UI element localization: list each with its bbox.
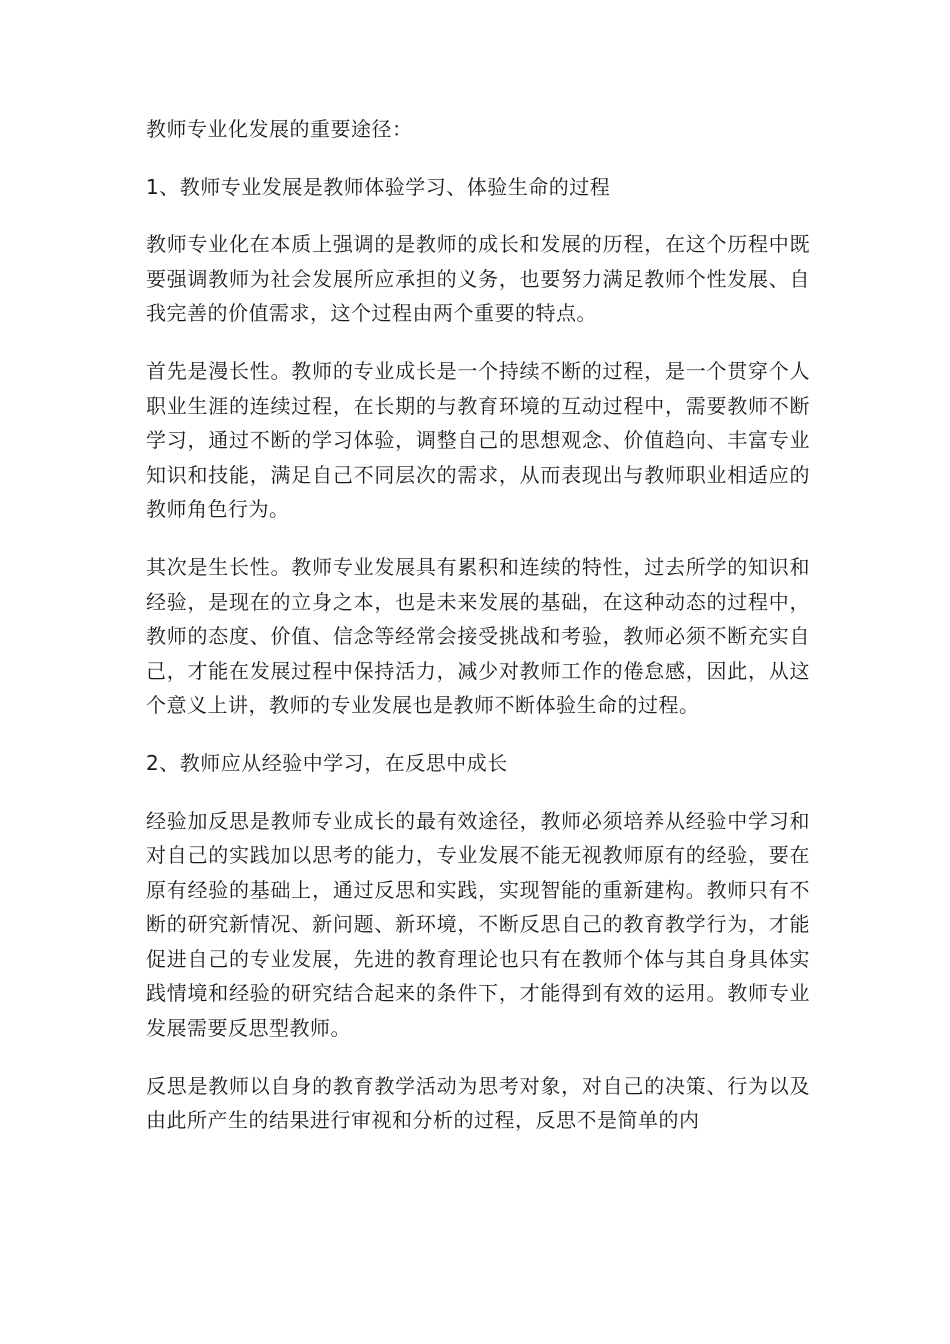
section-2-heading: 2、教师应从经验中学习，在反思中成长 bbox=[146, 750, 508, 775]
section-2-paragraph-2: 反思是教师以自身的教育教学活动为思考对象，对自己的决策、行为以及由此所产生的结果进行审视和分析的过程，反思不是简单的内 bbox=[146, 1073, 810, 1133]
section-1-paragraph-2: 首先是漫长性。教师的专业成长是一个持续不断的过程，是一个贯穿个人职业生涯的连续过程，在长期的与教育环境的互动过程中，需要教师不断学习，通过不断的学习体验，调整自己的思想观念、价值趋向、丰富专业知识和技能，满足自己不同层次的需求，从而表现出与教师职业相适应的教师角色行为。 bbox=[146, 358, 810, 522]
section-1-paragraph-3: 其次是生长性。教师专业发展具有累积和连续的特性，过去所学的知识和经验，是现在的立身之本，也是未来发展的基础，在这种动态的过程中，教师的态度、价值、信念等经常会接受挑战和考验，教师必须不断充实自己，才能在发展过程中保持活力，减少对教师工作的倦怠感，因此，从这个意义上讲，教师的专业发展也是教师不断体验生命的过程。 bbox=[146, 554, 810, 718]
section-1-paragraph-1: 教师专业化在本质上强调的是教师的成长和发展的历程，在这个历程中既要强调教师为社会发展所应承担的义务，也要努力满足教师个性发展、自我完善的价值需求，这个过程由两个重要的特点。 bbox=[146, 232, 810, 326]
section-2-paragraph-1: 经验加反思是教师专业成长的最有效途径，教师必须培养从经验中学习和对自己的实践加以思考的能力，专业发展不能无视教师原有的经验，要在原有经验的基础上，通过反思和实践，实现智能的重新建构。教师只有不断的研究新情况、新问题、新环境，不断反思自己的教育教学行为，才能促进自己的专业发展，先进的教育理论也只有在教师个体与其自身具体实践情境和经验的研究结合起来的条件下，才能得到有效的运用。教师专业发展需要反思型教师。 bbox=[146, 808, 810, 1041]
document-body bbox=[146, 112, 810, 1161]
section-1-heading: 1、教师专业发展是教师体验学习、体验生命的过程 bbox=[146, 174, 611, 199]
document-title: 教师专业化发展的重要途径： bbox=[146, 117, 413, 141]
